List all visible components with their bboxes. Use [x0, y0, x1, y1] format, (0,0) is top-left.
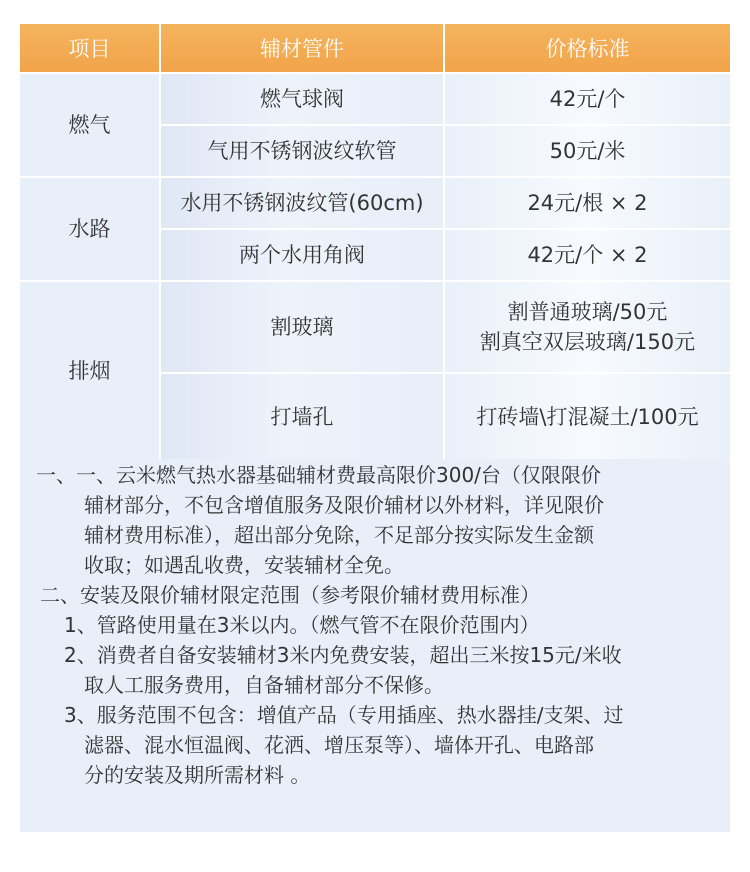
header-material: 辅材管件 [160, 24, 444, 73]
table-row [20, 281, 730, 373]
item-cell: 气用不锈钢波纹软管 [160, 125, 444, 177]
header-price: 价格标准 [444, 24, 730, 73]
price-line: 割普通玻璃/50元 [507, 300, 668, 324]
price-cell: 24元/根 × 2 [444, 177, 730, 229]
notes-section [36, 460, 706, 790]
item-cell: 两个水用角阀 [160, 229, 444, 281]
item-cell: 割玻璃 [160, 281, 444, 373]
note-line: 取人工服务费用，自备辅材部分不保修。 [84, 673, 444, 697]
table-row [20, 177, 730, 229]
item-cell: 水用不锈钢波纹管(60cm) [160, 177, 444, 229]
table-header-row [20, 24, 730, 73]
price-cell: 50元/米 [444, 125, 730, 177]
note-line: 二、安装及限价辅材限定范围（参考限价辅材费用标准） [40, 583, 540, 607]
price-table [20, 24, 730, 459]
price-cell [444, 281, 730, 373]
price-cell: 打砖墙\打混凝土/100元 [444, 373, 730, 459]
note-line: 2、消费者自备安装辅材3米内免费安装，超出三米按15元/米收 [64, 643, 622, 667]
price-cell: 42元/个 × 2 [444, 229, 730, 281]
note-line: 辅材部分，不包含增值服务及限价辅材以外材料，详见限价 [84, 493, 604, 517]
note-line: 一、一、云米燃气热水器基础辅材费最高限价300/台（仅限限价 [36, 463, 601, 487]
category-water: 水路 [20, 177, 160, 281]
note-line: 分的安装及期所需材料 。 [84, 763, 311, 787]
item-cell: 打墙孔 [160, 373, 444, 459]
category-gas: 燃气 [20, 73, 160, 177]
item-cell: 燃气球阀 [160, 73, 444, 125]
price-line: 割真空双层玻璃/150元 [479, 330, 696, 354]
note-line: 收取；如遇乱收费，安装辅材全免。 [84, 553, 404, 577]
note-line: 辅材费用标准），超出部分免除，不足部分按实际发生金额 [84, 523, 594, 547]
header-project: 项目 [20, 24, 160, 73]
table-row [20, 73, 730, 125]
note-line: 滤器、混水恒温阀、花洒、增压泵等）、墙体开孔、电路部 [84, 733, 594, 757]
category-exhaust: 排烟 [20, 281, 160, 459]
note-line: 1、管路使用量在3米以内。（燃气管不在限价范围内） [64, 613, 540, 637]
note-line: 3、服务范围不包含：增值产品（专用插座、热水器挂/支架、过 [64, 703, 624, 727]
price-cell: 42元/个 [444, 73, 730, 125]
